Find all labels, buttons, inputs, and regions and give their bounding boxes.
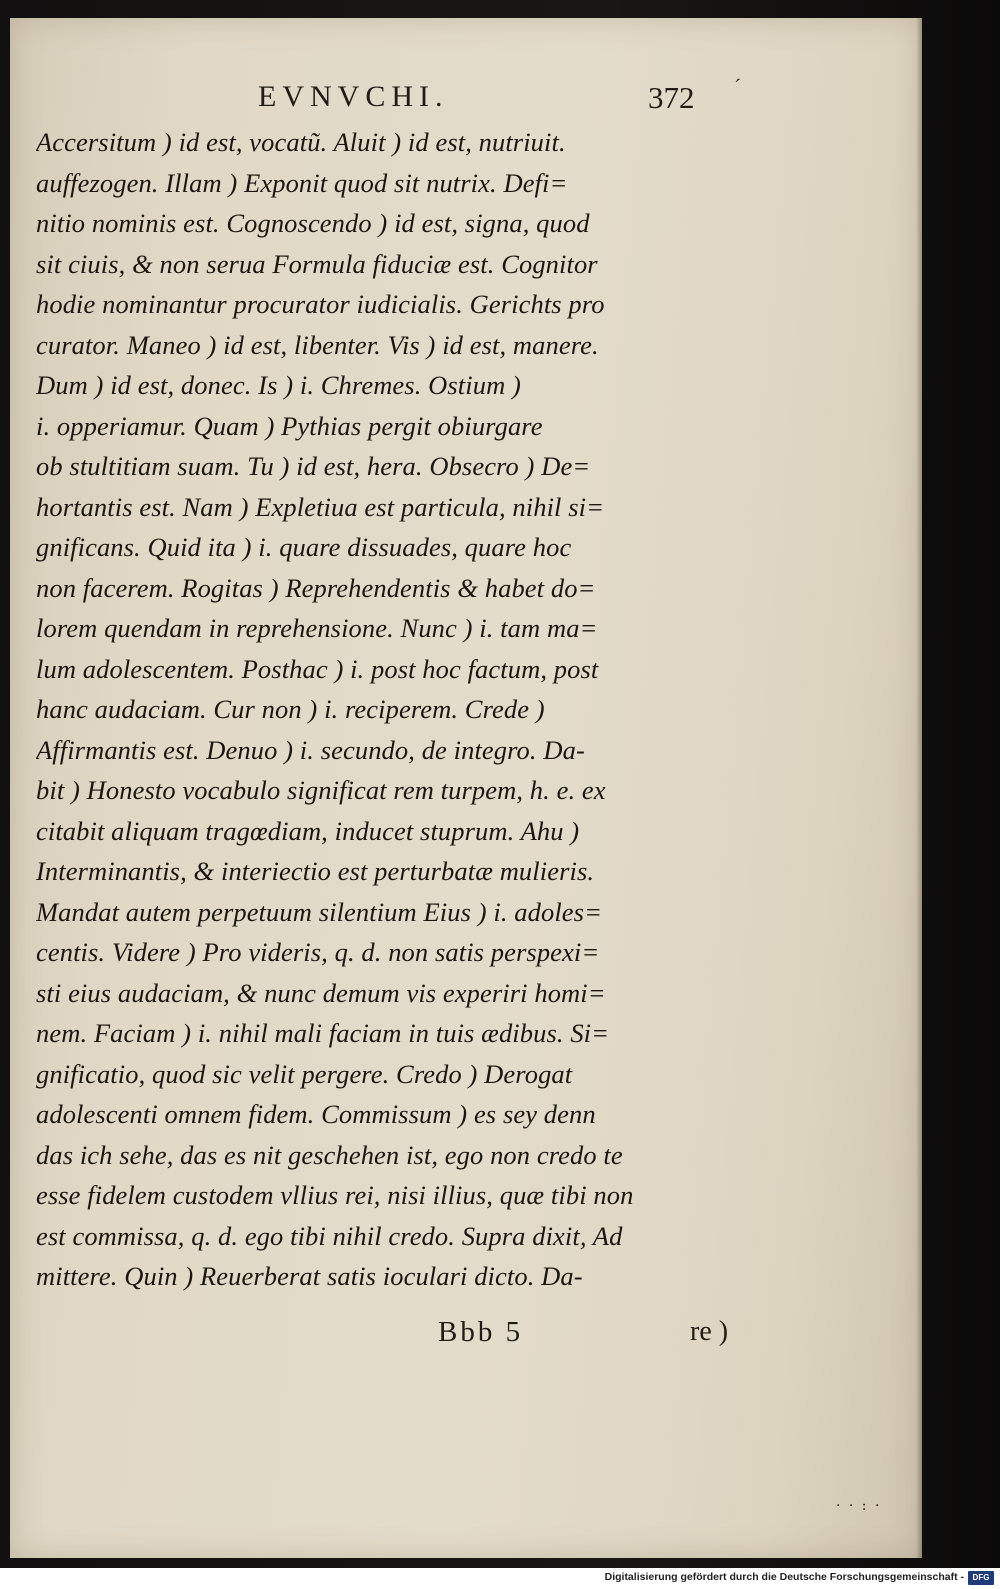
text-line: curator. Maneo ) id est, libenter. Vis ) id est, manere.: [36, 329, 599, 360]
text-line: Affirmantis est. Denuo ) i. secundo, de integro. Da-: [36, 734, 585, 765]
text-line: i. opperiamur. Quam ) Pythias pergit obiurgare: [36, 410, 543, 441]
text-line: gnificans. Quid ita ) i. quare dissuades, quare hoc: [36, 532, 572, 562]
page-footer: [10, 1316, 922, 1356]
text-line: gnificatio, quod sic velit pergere. Credo ) Derogat: [36, 1058, 573, 1089]
text-line: ob stultitiam suam. Tu ) id est, hera. Obsecro ) De=: [36, 451, 591, 481]
catchword: re ): [690, 1316, 729, 1347]
text-line: sit ciuis, & non serua Formula fiduciæ est. Cognitor: [36, 248, 598, 279]
page-mark: ´: [734, 74, 742, 99]
text-line: das ich sehe, das es nit geschehen ist, ego non credo te: [36, 1139, 623, 1170]
page-header: [10, 74, 922, 120]
text-line: esse fidelem custodem vllius rei, nisi illius, quæ tibi non: [36, 1180, 634, 1210]
text-line: Mandat autem perpetuum silentium Eius ) i. adoles=: [36, 896, 603, 927]
page-number: 372: [648, 80, 695, 115]
digitization-credit: Digitalisierung gefördert durch die Deutsche Forschungsgemeinschaft -: [604, 1571, 964, 1583]
text-line: bit ) Honesto vocabulo significat rem turpem, h. e. ex: [36, 775, 606, 805]
commentary-text: [36, 122, 748, 1297]
text-line: nem. Faciam ) i. nihil mali faciam in tuis ædibus. Si=: [36, 1018, 610, 1048]
text-line: nitio nominis est. Cognoscendo ) id est, signa, quod: [36, 208, 590, 238]
text-line: est commissa, q. d. ego tibi nihil credo. Supra dixit, Ad: [36, 1220, 623, 1251]
text-line: hodie nominantur procurator iudicialis. Gerichts pro: [36, 289, 605, 319]
running-head: EVNVCHI.: [258, 80, 449, 113]
text-line: sti eius audaciam, & nunc demum vis experiri homi=: [36, 977, 606, 1008]
text-line: hortantis est. Nam ) Expletiua est particula, nihil si=: [36, 491, 605, 522]
text-line: lum adolescentem. Posthac ) i. post hoc factum, post: [36, 653, 599, 684]
text-line: non facerem. Rogitas ) Reprehendentis & habet do=: [36, 572, 596, 603]
text-line: mittere. Quin ) Reuerberat satis ioculari dicto. Da-: [36, 1261, 583, 1291]
text-line: lorem quendam in reprehensione. Nunc ) i. tam ma=: [36, 613, 598, 643]
book-page: [10, 18, 922, 1558]
text-line: centis. Videre ) Pro videris, q. d. non satis perspexi=: [36, 937, 600, 967]
text-line: adolescenti omnem fidem. Commissum ) es sey denn: [36, 1099, 596, 1129]
text-line: citabit aliquam tragœdiam, inducet stuprum. Ahu ): [36, 815, 580, 846]
credit-bar: [0, 1568, 1000, 1589]
paper-specks: · · : ·: [836, 1498, 882, 1514]
text-line: Interminantis, & interiectio est perturbatæ mulieris.: [36, 856, 595, 886]
text-line: Accersitum ) id est, vocatũ. Aluit ) id est, nutriuit.: [36, 127, 566, 157]
signature-mark: Bbb 5: [438, 1316, 524, 1348]
text-line: hanc audaciam. Cur non ) i. reciperem. Crede ): [36, 694, 545, 724]
dfg-logo-icon: DFG: [968, 1571, 994, 1585]
text-line: Dum ) id est, donec. Is ) i. Chremes. Ostium ): [36, 370, 521, 400]
text-line: auffezogen. Illam ) Exponit quod sit nutrix. Defi=: [36, 167, 568, 198]
